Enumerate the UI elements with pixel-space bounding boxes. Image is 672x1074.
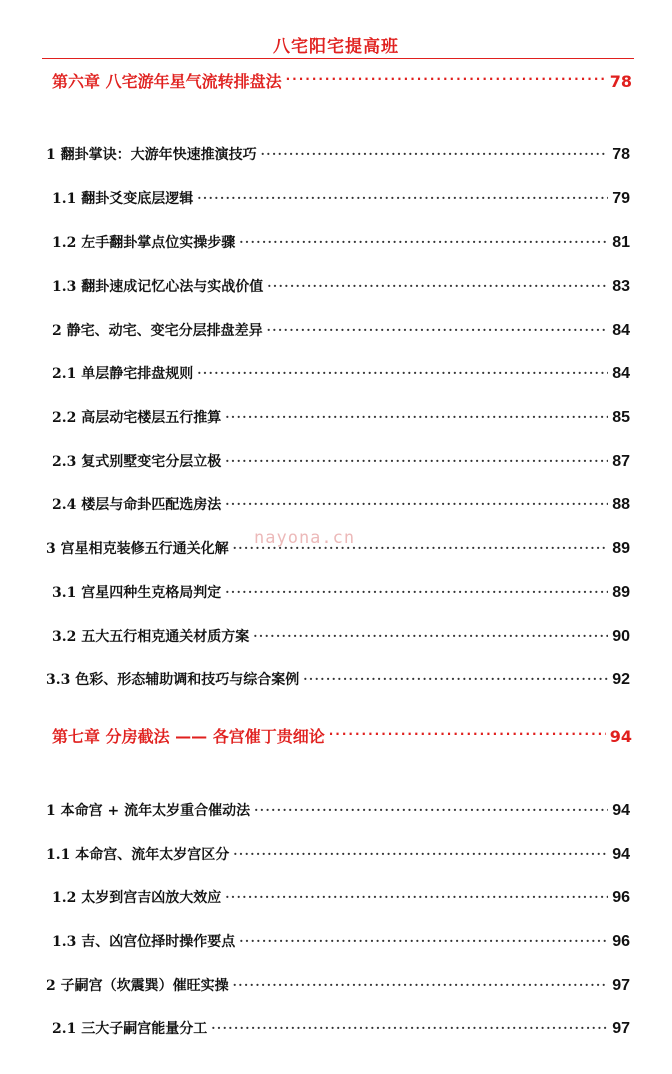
dot-leader <box>253 628 608 644</box>
chapter-heading[interactable] <box>52 69 632 93</box>
toc-entry-label: 1.2 太岁到宫吉凶放大效应 <box>52 890 222 906</box>
dot-leader <box>233 977 609 993</box>
dot-leader <box>197 190 608 206</box>
dot-leader <box>211 1020 608 1036</box>
dot-leader <box>239 234 608 250</box>
dot-leader <box>197 365 608 381</box>
chapter-page-number: 94 <box>609 727 632 746</box>
toc-entry-label: 2 子嗣宫（坎震巽）催旺实操 <box>46 978 229 994</box>
watermark-text: nayona.cn <box>254 528 356 548</box>
dot-leader <box>254 802 608 818</box>
toc-entry[interactable] <box>52 1018 630 1042</box>
chapter-heading[interactable] <box>52 724 632 748</box>
toc-entry-page: 96 <box>612 889 630 906</box>
toc-entry-label: 1.3 翻卦速成记忆心法与实战价值 <box>52 279 264 295</box>
toc-entry-page: 87 <box>612 453 630 470</box>
toc-entry-page: 83 <box>612 278 630 295</box>
toc-entry-label: 1.1 翻卦爻变底层逻辑 <box>52 191 194 207</box>
toc-entry-page: 84 <box>612 322 630 339</box>
toc-entry-page: 92 <box>612 671 630 688</box>
header-divider <box>42 58 634 59</box>
toc-entry[interactable] <box>52 363 630 387</box>
toc-entry-label: 3.1 宫星四种生克格局判定 <box>52 585 222 601</box>
dot-leader <box>286 68 606 87</box>
dot-leader <box>267 278 608 294</box>
toc-entry-label: 3.3 色彩、形态辅助调和技巧与综合案例 <box>46 672 300 688</box>
toc-entry[interactable] <box>52 451 630 475</box>
toc-entry-label: 2.2 高层动宅楼层五行推算 <box>52 410 222 426</box>
toc-entry-page: 96 <box>612 933 630 950</box>
toc-entry-label: 1.2 左手翻卦掌点位实操步骤 <box>52 235 236 251</box>
dot-leader <box>225 409 608 425</box>
dot-leader <box>239 933 608 949</box>
toc-entry[interactable] <box>52 320 630 344</box>
toc-entry[interactable] <box>46 800 630 824</box>
toc-entry-page: 88 <box>612 496 630 513</box>
dot-leader <box>225 453 608 469</box>
toc-entry-page: 85 <box>612 409 630 426</box>
chapter-title: 第七章 分房截法 —— 各宫催丁贵细论 <box>52 727 325 746</box>
toc-entry-page: 78 <box>612 146 630 163</box>
toc-entry[interactable] <box>52 931 630 955</box>
document-title: 八宅阳宅提高班 <box>273 37 399 57</box>
toc-entry-label: 2.1 单层静宅排盘规则 <box>52 366 194 382</box>
toc-entry[interactable] <box>52 494 630 518</box>
dot-leader <box>261 146 609 162</box>
toc-entry-label: 3.2 五大五行相克通关材质方案 <box>52 629 250 645</box>
toc-entry-label: 1.3 吉、凶宫位择时操作要点 <box>52 934 236 950</box>
toc-entry-page: 97 <box>612 977 630 994</box>
dot-leader <box>329 723 606 742</box>
toc-entry-label: 1 翻卦掌诀：大游年快速推演技巧 <box>46 147 257 163</box>
toc-entry[interactable] <box>46 844 630 868</box>
chapter-title: 第六章 八宅游年星气流转排盘法 <box>52 72 282 91</box>
dot-leader <box>303 671 608 687</box>
toc-entry-page: 94 <box>612 846 630 863</box>
toc-entry-label: 1.1 本命宫、流年太岁宫区分 <box>46 847 230 863</box>
toc-entry-label: 2.4 楼层与命卦匹配选房法 <box>52 497 222 513</box>
toc-entry-label: 2 静宅、动宅、变宅分层排盘差异 <box>52 323 263 339</box>
toc-entry[interactable] <box>52 626 630 650</box>
toc-entry-label: 1 本命宫 + 流年太岁重合催动法 <box>46 803 251 819</box>
toc-entry[interactable] <box>52 887 630 911</box>
dot-leader <box>225 496 608 512</box>
toc-entry-label: 2.1 三大子嗣宫能量分工 <box>52 1021 208 1037</box>
toc-entry-page: 89 <box>612 584 630 601</box>
toc-entry[interactable] <box>52 582 630 606</box>
toc-entry[interactable] <box>46 144 630 168</box>
toc-entry[interactable] <box>52 276 630 300</box>
toc-entry[interactable] <box>46 975 630 999</box>
dot-leader <box>233 846 608 862</box>
page-header <box>0 0 672 64</box>
toc-entry-page: 81 <box>612 234 630 251</box>
toc-entry[interactable] <box>46 669 630 693</box>
dot-leader <box>225 584 608 600</box>
dot-leader <box>225 889 608 905</box>
toc-entry-page: 79 <box>612 190 630 207</box>
toc-entry[interactable] <box>52 407 630 431</box>
toc-entry-page: 97 <box>612 1020 630 1037</box>
chapter-page-number: 78 <box>609 72 632 91</box>
toc-entry-page: 89 <box>612 540 630 557</box>
toc-entry-page: 90 <box>612 628 630 645</box>
toc-entry-label: 3 宫星相克装修五行通关化解 <box>46 541 229 557</box>
toc-entry[interactable] <box>52 188 630 212</box>
toc-entry-label: 2.3 复式别墅变宅分层立极 <box>52 454 222 470</box>
toc-entry[interactable] <box>52 232 630 256</box>
dot-leader <box>267 322 609 338</box>
toc-entry-page: 84 <box>612 365 630 382</box>
toc-entry-page: 94 <box>612 802 630 819</box>
